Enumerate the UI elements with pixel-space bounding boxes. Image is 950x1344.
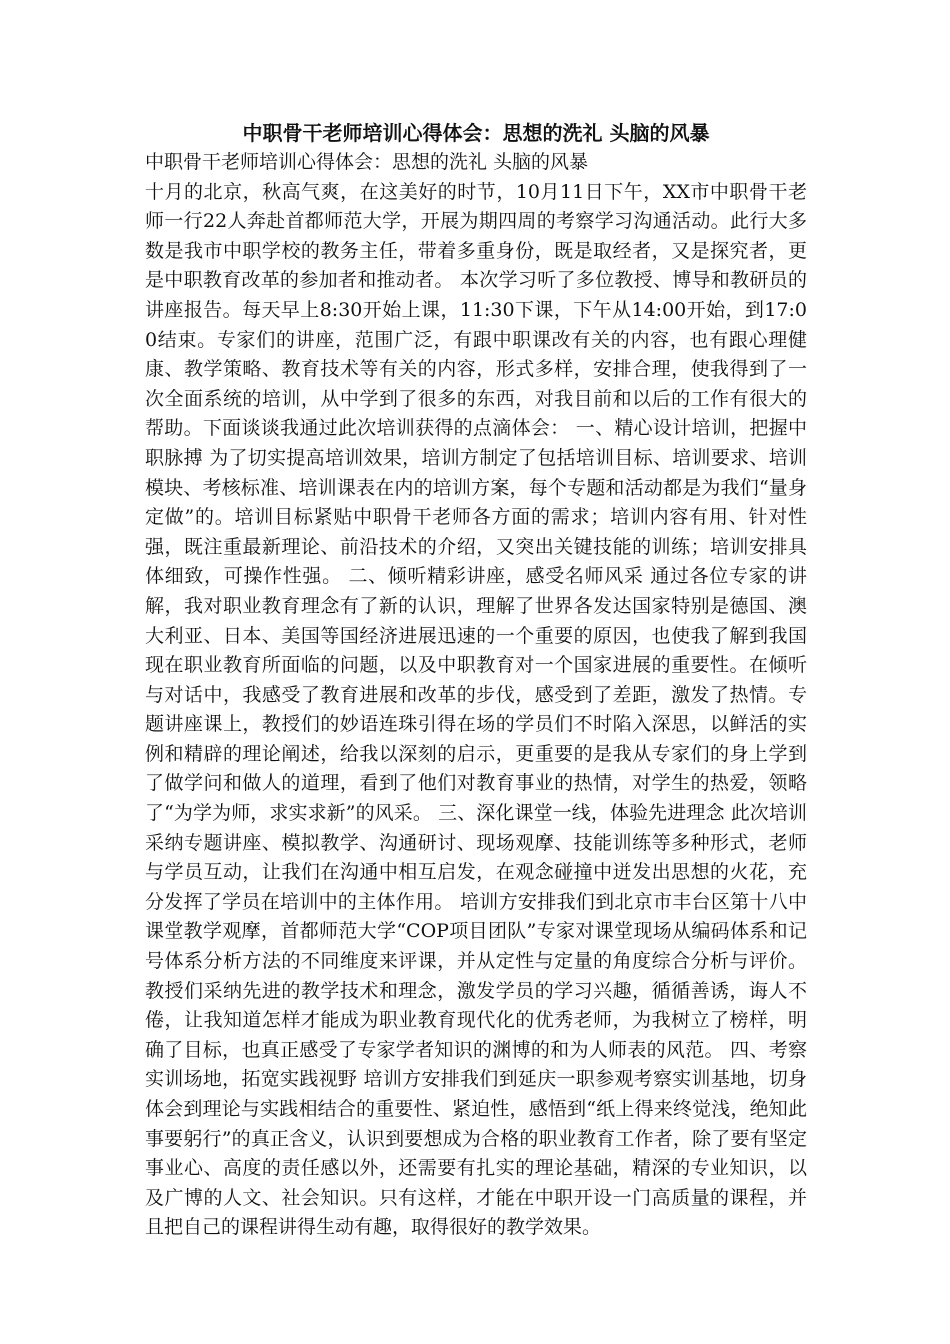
document-subtitle: 中职骨干老师培训心得体会：思想的洗礼 头脑的风暴 <box>145 151 589 173</box>
document-body-text: 十月的北京，秋高气爽，在这美好的时节，10月11日下午，XX市中职骨干老师一行22人奔赴首都师范大学，开展为期四周的考察学习沟通活动。此行大多数是我市中职学校的教务主任，带着多重身份，既是取经者，又是探究者，更是中职教育改革的参加者和推动者。 本次学习听了多位教授、博导和教研员的讲座报告。每天早上8:30开始上课，11:30下课，下午从14:00开始，到17:00结束。专家们的讲座，范围广泛，有跟中职课改有关的内容，也有跟心理健康、教学策略、教育技术等有关的内容，形式多样，安排合理，使我得到了一次全面系统的培训，从中学到了很多的东西，对我目前和以后的工作有很大的帮助。下面谈谈我通过此次培训获得的点滴体会： 一、精心设计培训，把握中职脉搏 为了切实提高培训效果，培训方制定了包括培训目标、培训要求、培训模块、考核标准、培训课表在内的培训方案，每个专题和活动都是为我们“量身定做”的。培训目标紧贴中职骨干老师各方面的需求；培训内容有用、针对性强，既注重最新理论、前沿技术的介绍，又突出关键技能的训练；培训安排具体细致，可操作性强。 二、倾听精彩讲座，感受名师风采 通过各位专家的讲解，我对职业教育理念有了新的认识，理解了世界各发达国家特别是德国、澳大利亚、日本、美国等国经济进展迅速的一个重要的原因，也使我了解到我国现在职业教育所面临的问题，以及中职教育对一个国家进展的重要性。在倾听与对话中，我感受了教育进展和改革的步伐，感受到了差距，激发了热情。专题讲座课上，教授们的妙语连珠引得在场的学员们不时陷入深思，以鲜活的实例和精辟的理论阐述，给我以深刻的启示，更重要的是我从专家们的身上学到了做学问和做人的道理，看到了他们对教育事业的热情，对学生的热爱，领略了“为学为师，求实求新”的风采。 三、深化课堂一线，体验先进理念 此次培训采纳专题讲座、模拟教学、沟通研讨、现场观摩、技能训练等多种形式，老师与学员互动，让我们在沟通中相互启发，在观念碰撞中迸发出思想的火花，充分发挥了学员在培训中的主体作用。 培训方安排我们到北京市丰台区第十八中课堂教学观摩，首都师范大学“COP项目团队”专家对课堂现场从编码体系和记号体系分析方法的不同维度来评课，并从定性与定量的角度综合分析与评价。教授们采纳先进的教学技术和理念，激发学员的学习兴趣，循循善诱，诲人不倦，让我知道怎样才能成为职业教育现代化的优秀老师，为我树立了榜样，明确了目标，也真正感受了专家学者知识的渊博的和为人师表的风范。 四、考察实训场地，拓宽实践视野 培训方安排我们到延庆一职参观考察实训基地，切身体会到理论与实践相结合的重要性、紧迫性，感悟到“纸上得来终觉浅，绝知此事要躬行”的真正含义，认识到要想成为合格的职业教育工作者，除了要有坚定事业心、高度的责任感以外，还需要有扎实的理论基础，精深的专业知识，以及广博的人文、社会知识。只有这样，才能在中职开设一门高质量的课程，并且把自己的课程讲得生动有趣，取得很好的教学效果。 <box>145 180 807 1239</box>
document-title: 中职骨干老师培训心得体会：思想的洗礼 头脑的风暴 <box>242 121 710 145</box>
document-page <box>145 118 807 1243</box>
